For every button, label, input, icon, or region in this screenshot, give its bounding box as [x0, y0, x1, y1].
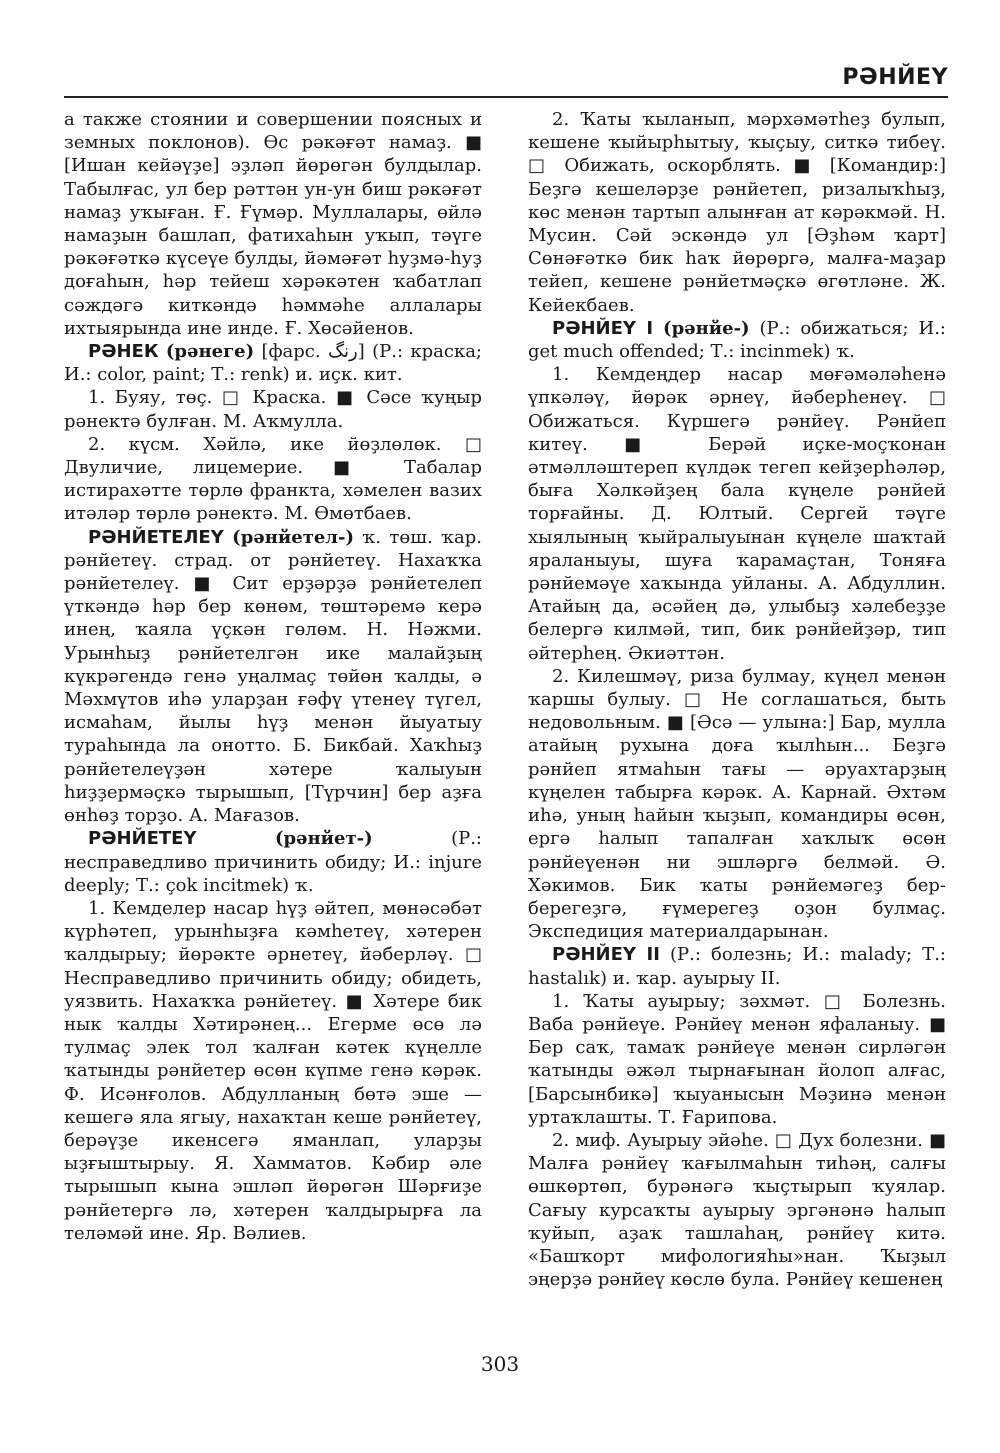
entry-text: 1. Кемделер насар һүҙ әйтеп, мөнәсәбәт күрһәтеп, урынһыҙға кәмһетеү, хәтерен ҡалдырыу; йөрәкте әрнетеү, йәберләү. □ Несправедливо причинить обиду; обидеть, уязвить. Нахаҡҡа рәнйетеү. ■ Хәтере бик нык ҡалды Хәтирәнең... Егерме өсө лә тулмаҫ элек тол ҡалған кәтек күңелле ҡатынды рәнйетер өсөн күпме генә кәрәк. Ф. Исәнғолов. Абдулланың бөтә эше — кешегә яла ягыу, нахаҡтан кеше рәнйетеү, берәүҙе икенсегә яманлап, уларҙы ыҙғыштырыу. Я. Хамматов. Кәбир әле тырышып кына эшләп йөрөгән Шәрғиҙе рәнйетергә лә, хәтерен ҡалдырырға ла теләмәй ине. Яр. Вәлиев.: [64, 897, 482, 1244]
headword: РӘНЙЕҮ II: [552, 944, 660, 966]
entry-text: 1. Кемдеңдер насар мөғәмәләһенә үпкәләү, йөрәк әрнеү, йәберһенеү. □ Обижаться. Күршегә рәнйеү. Рәнйеп китеү. ■ Берәй иҫке-моҫҡонан әтмәлләштереп күлдәк тегеп кейҙерһәләр, быға Хәлкәйҙең бала күңеле рәнйей торғайны. Д. Юлтый. Сергей тәүге хыялының ҡыйралыуынан күңеле шаҡтай яраланыуы, шуға ҡарамаҫтан, Тоняға рәнйемәүе хаҡында уйланы. А. Абдуллин. Атайың да, әсәйең дә, улыбыҙ хәлебеҙҙе белергә килмәй, тип, бик рәнйейҙәр, тип әйтерһең. Әкиәттән.: [528, 364, 946, 664]
entry-text: (Р.: обижаться; И.: get much offended; Т.: incinmek) ҡ.: [528, 317, 946, 363]
entry-text: а также стоянии и совершении поясных и земных поклонов). Өс рәкәғәт намаҙ. ■ [Ишан кейәүҙе] эҙләп йөрөгән булдылар. Табылғас, ул бер рәттән ун-ун биш рәкәғәт намаҙ уҡыған. Ғ. Ғүмәр. Муллалары, өйлә намаҙын башлап, фатихаһын уҡып, тәүге рәкәғәткә күсеүе булды, йәмәғәт һуҙмә-һуҙ доғаһын, һәр тейеш хәрәкәтен ҡабатлап сәждәгә киткәндә һәммәһе аллалары ихтыярында ине инде. Ғ. Хөсәйенов.: [64, 109, 482, 339]
entry-text: ҡ. төш. ҡар. рәнйетеү. страд. от рәнйетеү. Нахаҡҡа рәнйетелеү. ■ Сит ерҙәрҙә рәнйетелеп үткәндә һәр бер көнөм, төштәремә керә инең, ҡаяла үҫкән гөлөм. Н. Нәжми. Урынһыҙ рәнйетелгән ике малайҙың күкрәгендә генә уңалмаҫ төйөн ҡалды, ә Мәхмүтов иһә уларҙан ғәфү үтенеү түгел, исмаһам, йылы һүҙ менән йыуатыу тураһында ла онотто. Б. Бикбай. Хаҡһыҙ рәнйетелеүҙән хәтере ҡалыуын һиҙҙермәҫкә тырышып, [Түрчин] бер аҙға өнһөҙ торҙо. А. Мағазов.: [64, 526, 482, 827]
running-head: РӘНЙЕҮ: [842, 65, 948, 90]
entry-paragraph: [528, 1129, 946, 1291]
dictionary-entry: [64, 340, 482, 386]
headword-form: (рәнеге): [165, 341, 255, 363]
entry-text: 2. миф. Ауырыу эйәһе. □ Дух болезни. ■ Малға рәнйеү ҡағылмаһын тиһәң, салғы өшкөртөп, бурәнәгә ҡыҫтырып ҡуялар. Сағыу курсаҡты ауырыу эргәнәнә һалып ҡуйып, аҙаҡ ташлаһаң, рәнйеү китә. «Башҡорт мифологияһы»нан. Ҡыҙыл эңерҙә рәнйеү көслө була. Рәнйеү кешенең: [528, 1129, 946, 1291]
headword-form: (рәнйет-): [274, 828, 373, 850]
page-number: 303: [480, 1352, 520, 1376]
headword: РӘНЙЕҮ I: [552, 317, 654, 339]
entry-text: 1. Ҡаты ауырыу; зәхмәт. □ Болезнь. Ваба рәнйеүе. Рәнйеү менән яфаланыу. ■ Бер саҡ, тамаҡ рәнйеүе менән сирләгән ҡатынды әжәл тырнағынан йолоп алғас, [Барсынбикә] ҡыуанысын Мәҙинә менән уртаҡлашты. Т. Ғарипова.: [528, 990, 946, 1128]
left-column: [64, 108, 482, 1348]
dictionary-entry: [64, 526, 482, 828]
entry-text: 2. Килешмәү, риза булмау, күңел менән ҡаршы булыу. □ Не соглашаться, быть недовольным. ■ [Әсә — улына:] Бар, мулла атайың рухына доға ҡылһын... Беҙгә рәнйеп ятмаһын тағы — әруахтарҙың күңелен табырға кәрәк. А. Карнай. Әхтәм иһә, уның һайын ҡыҙып, командиры өсөн, ергә һалып тапалған хаҡлыҡ өсөн рәнйеүенән ни эшләргә белмәй. Ә. Хәкимов. Бик ҡаты рәнйемәгеҙ бер-берегеҙгә, ғүмерегеҙ оҙон булмаҫ. Экспедиция материалдарынан.: [528, 665, 946, 943]
entry-paragraph: [64, 386, 482, 432]
headword-form: (рәнйе-): [663, 317, 750, 339]
page-header: [64, 52, 948, 98]
headword: РӘНЙЕТЕҮ: [88, 828, 197, 850]
entry-text: 2. Ҡаты ҡыланып, мәрхәмәтһеҙ булып, кешене ҡыйырһытыу, ҡыҫыу, ситкә тибеү. □ Обижать, оскорблять. ■ [Командир:] Беҙгә кешеләрҙе рәнйетеп, ризалыҡһыҙ, көс менән тартып алынған ат кәрәкмәй. Н. Мусин. Сәй эскәндә ул [Әҙһәм ҡарт] Сөнәғәткә бик һаҡ йөрөргә, малға-маҙар тейеп, кешене рәнйетмәҫкә өгөтләне. Ж. Кейекбаев.: [528, 109, 946, 316]
headword-form: (рәнйетел-): [232, 526, 354, 548]
entry-text: (Р.: несправедливо причинить обиду; И.: injure deeply; Т.: çok incitmek) ҡ.: [64, 828, 482, 896]
headword: РӘНЙЕТЕЛЕҮ: [88, 526, 224, 548]
entry-paragraph: [64, 897, 482, 1245]
entry-text: (Р.: болезнь; И.: malady; Т.: hastalık) и. ҡар. ауырыу II.: [528, 944, 946, 989]
dictionary-entry: [64, 827, 482, 897]
entry-text: [фарс. رنگ] (Р.: краска; И.: color, paint; Т.: renk) и. иҫк. кит.: [64, 341, 482, 386]
dictionary-entry: [528, 317, 946, 363]
entry-paragraph: [64, 108, 482, 340]
entry-paragraph: [64, 433, 482, 526]
right-column: [528, 108, 946, 1348]
entry-text: 1. Буяу, төҫ. □ Краска. ■ Сәсе ҡуңыр рәнектә булған. М. Аҡмулла.: [64, 387, 482, 432]
entry-paragraph: [528, 665, 946, 943]
headword: РӘНЕК: [88, 341, 159, 363]
entry-paragraph: [528, 108, 946, 317]
dictionary-entry: [528, 943, 946, 989]
entry-paragraph: [528, 363, 946, 665]
entry-text: 2. күсм. Хәйлә, ике йөҙлөлөк. □ Двуличие, лицемерие. ■ Табалар истирахәтте төрлө франкта, хәмелен вазих итәләр төрлө рәнектә. М. Өмөтбаев.: [64, 433, 482, 525]
entry-paragraph: [528, 990, 946, 1129]
